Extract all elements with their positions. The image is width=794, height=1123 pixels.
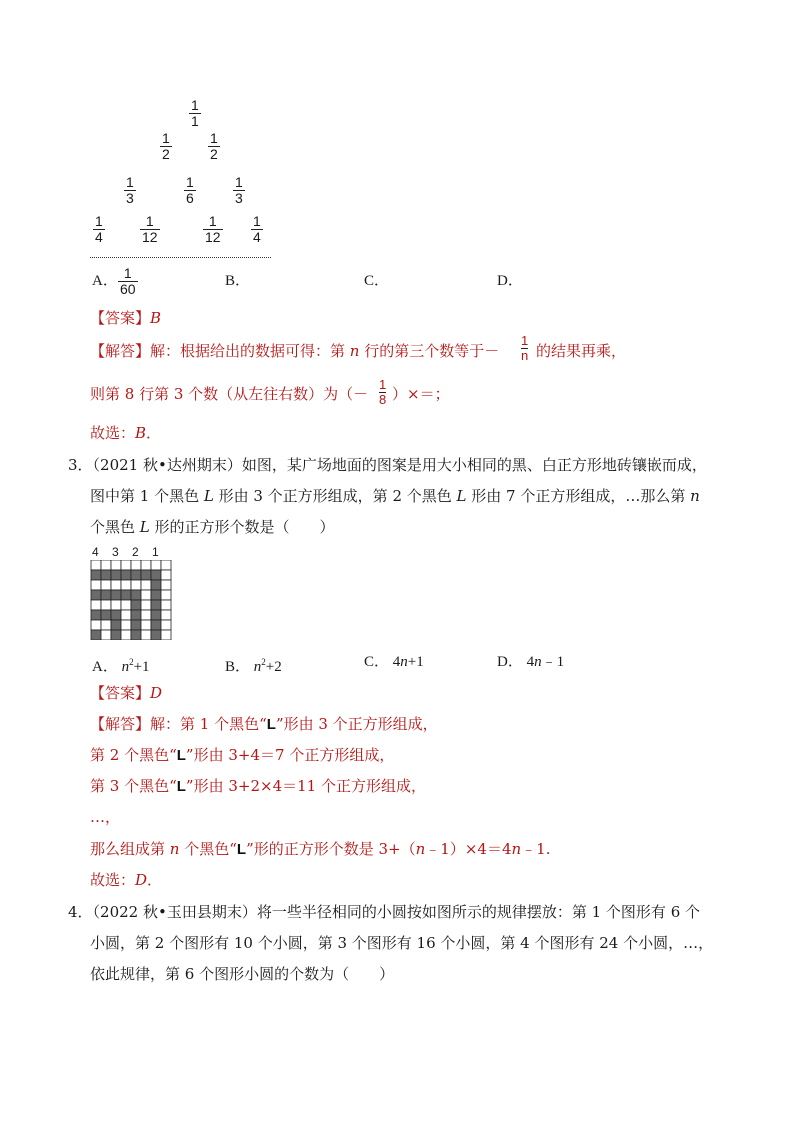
grid-cell: [151, 590, 161, 600]
grid-cell: [121, 600, 131, 610]
grid-cell: [151, 630, 161, 640]
grid-cell: [91, 600, 101, 610]
option-c-label: C．: [364, 273, 390, 289]
grid-cell: [141, 610, 151, 620]
triangle-cell: $\frac{1}{1}$: [191, 97, 199, 129]
grid-cell: [131, 580, 141, 590]
q2-solution-fraction-2: $\frac{1}{8}$: [379, 377, 387, 407]
triangle-cell: $\frac{1}{4}$: [253, 213, 261, 245]
q2-answer: 【答案】B: [90, 309, 162, 327]
grid-cell: [121, 610, 131, 620]
grid-cell: [131, 630, 141, 640]
l-shape-grid: [90, 560, 172, 640]
grid-cell: [91, 590, 101, 600]
q3-solution-line3: 第 3 个黑色“L”形由 3+2×4＝11 个正方形组成，: [90, 777, 426, 795]
grid-cell: [111, 570, 121, 580]
grid-cell: [151, 610, 161, 620]
q3-stem-line3: 个黑色 L 形的正方形个数是（ ）: [90, 518, 335, 536]
grid-cell: [131, 620, 141, 630]
triangle-cell: $\frac{1}{6}$: [186, 174, 194, 206]
q4-line2: 小圆，第 2 个图形有 10 个小圆，第 3 个图形有 16 个小圆，第 4 个图形有 24 个小圆，…，: [90, 934, 714, 952]
grid-cell: [131, 570, 141, 580]
triangle-cell: $\frac{1}{2}$: [210, 130, 218, 162]
grid-cell: [141, 600, 151, 610]
q3-solution-line1: 【解答】解：第 1 个黑色“L”形由 3 个正方形组成，: [90, 715, 438, 733]
triangle-cell: $\frac{1}{12}$: [205, 213, 221, 245]
grid-cell: [91, 560, 101, 570]
triangle-cell: $\frac{1}{12}$: [142, 213, 158, 245]
q3-conclusion: 故选：D．: [90, 871, 163, 889]
option-b-label: B．: [225, 273, 251, 289]
grid-cell: [121, 570, 131, 580]
grid-cell: [151, 620, 161, 630]
grid-cell: [141, 560, 151, 570]
grid-cell: [161, 620, 171, 630]
grid-cell: [111, 600, 121, 610]
grid-cell: [101, 580, 111, 590]
q3-option-d: D． 4n﹣1: [497, 654, 565, 670]
grid-label: 1: [152, 545, 159, 559]
q2-solution-fraction-1: $\frac{1}{n}$: [521, 333, 529, 363]
grid-cell: [101, 630, 111, 640]
q3-option-a: A． $n^2+1$: [92, 657, 150, 675]
grid-cell: [161, 600, 171, 610]
q2-conclusion: 故选：B．: [90, 424, 162, 442]
grid-cell: [111, 620, 121, 630]
q3-option-c: C． 4n+1: [364, 654, 424, 670]
grid-cell: [121, 560, 131, 570]
q2-solution-line2-end: ）×＝；: [392, 385, 450, 403]
grid-cell: [101, 570, 111, 580]
grid-cell: [151, 560, 161, 570]
triangle-cell: $\frac{1}{2}$: [162, 130, 170, 162]
q2-solution-line1-end: 的结果再乘，: [536, 342, 627, 360]
grid-cell: [111, 580, 121, 590]
grid-cell: [91, 570, 101, 580]
q3-solution-line4: …，: [90, 808, 121, 826]
grid-cell: [151, 580, 161, 590]
grid-cell: [131, 600, 141, 610]
grid-cell: [161, 570, 171, 580]
q3-stem-line1: 3．（2021 秋•达州期末）如图，某广场地面的图案是用大小相同的黑、白正方形地砖镶嵌而成，: [68, 456, 707, 474]
grid-cell: [151, 600, 161, 610]
grid-cell: [91, 620, 101, 630]
grid-cell: [101, 590, 111, 600]
grid-cell: [111, 590, 121, 600]
q2-solution-line1: 【解答】解：根据给出的数据可得：第 n 行的第三个数等于－: [90, 342, 500, 360]
option-d-label: D．: [497, 273, 523, 289]
q3-stem-line2: 图中第 1 个黑色 L 形由 3 个正方形组成，第 2 个黑色 L 形由 7 个正方形组成，…那么第 n: [90, 487, 700, 505]
q3-solution-line5: 那么组成第 n 个黑色“L”形的正方形个数是 3+（n﹣1）×4＝4n﹣1.: [90, 840, 551, 858]
grid-cell: [141, 620, 151, 630]
grid-cell: [111, 630, 121, 640]
q4-line3: 依此规律，第 6 个图形小圆的个数为（ ）: [90, 965, 395, 983]
grid-cell: [141, 630, 151, 640]
triangle-cell: $\frac{1}{3}$: [235, 174, 243, 206]
q3-solution-line2: 第 2 个黑色“L”形由 3+4＝7 个正方形组成，: [90, 746, 395, 764]
grid-cell: [111, 560, 121, 570]
grid-cell: [131, 590, 141, 600]
option-a-fraction: $\frac{1}{60}$: [120, 265, 136, 297]
grid-cell: [161, 560, 171, 570]
grid-cell: [121, 620, 131, 630]
triangle-cell: $\frac{1}{3}$: [126, 174, 134, 206]
grid-cell: [91, 630, 101, 640]
q3-option-b: B． $n^2+2$: [225, 657, 282, 675]
grid-cell: [111, 610, 121, 620]
grid-label: 2: [132, 545, 139, 559]
grid-label: 4: [92, 545, 99, 559]
grid-cell: [131, 560, 141, 570]
grid-cell: [101, 620, 111, 630]
grid-cell: [141, 570, 151, 580]
grid-cell: [151, 570, 161, 580]
grid-cell: [161, 580, 171, 590]
grid-cell: [121, 590, 131, 600]
grid-cell: [161, 610, 171, 620]
grid-cell: [101, 610, 111, 620]
grid-cell: [161, 630, 171, 640]
grid-cell: [121, 630, 131, 640]
grid-cell: [101, 560, 111, 570]
grid-cell: [141, 590, 151, 600]
q4-line1: 4．（2022 秋•玉田县期末）将一些半径相同的小圆按如图所示的规律摆放：第 1 个图形有 6 个: [68, 903, 700, 921]
grid-cell: [91, 580, 101, 590]
q3-answer: 【答案】D: [90, 684, 163, 702]
q2-solution-line2: 则第 8 行第 3 个数（从左往右数）为（－: [90, 385, 369, 403]
grid-cell: [131, 610, 141, 620]
grid-cell: [141, 580, 151, 590]
grid-cell: [121, 580, 131, 590]
triangle-cell: $\frac{1}{4}$: [95, 213, 103, 245]
option-a-label: A．: [92, 273, 118, 289]
grid-cell: [161, 590, 171, 600]
grid-label: 3: [112, 545, 119, 559]
grid-cell: [101, 600, 111, 610]
grid-cell: [91, 610, 101, 620]
triangle-divider: [90, 257, 271, 258]
